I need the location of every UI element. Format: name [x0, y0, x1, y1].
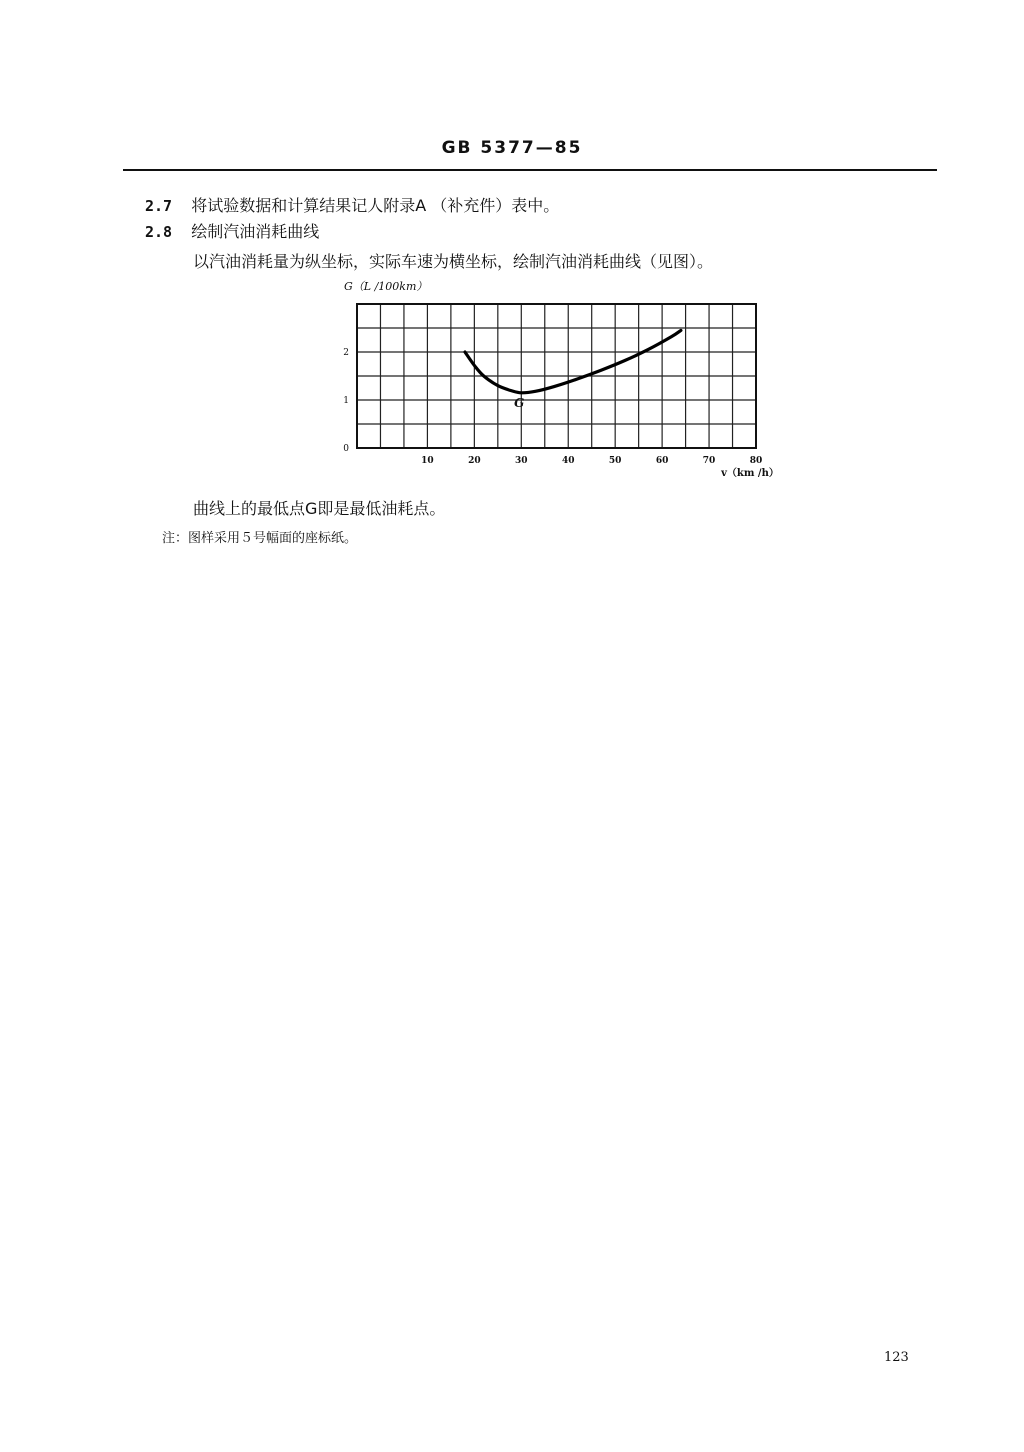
- minimum-point-label: G: [514, 395, 525, 410]
- standard-code-header: GB 5377—85: [441, 138, 583, 158]
- y-tick-label: 0: [343, 444, 349, 454]
- x-tick-label: 40: [561, 456, 575, 466]
- y-axis-label: G（L /100km）: [344, 280, 428, 293]
- x-tick-label: 60: [655, 456, 669, 466]
- x-tick-label: 10: [421, 456, 434, 466]
- conclusion-text: 曲线上的最低点G即是最低油耗点。: [193, 499, 446, 518]
- page-number: 123: [884, 1350, 909, 1365]
- section-text: 将试验数据和计算结果记人附录A （补充件）表中。: [191, 196, 560, 215]
- x-tick-label: 80: [749, 456, 763, 466]
- header-rule: [123, 169, 937, 171]
- x-axis-label: v（km /h）: [721, 468, 779, 479]
- chart-grid: [357, 304, 756, 448]
- note-text: 注：图样采用５号幅面的座标纸。: [162, 531, 358, 546]
- section-number: 2.8: [145, 223, 173, 241]
- section-2-8: [145, 219, 319, 242]
- section-text: 绘制汽油消耗曲线: [191, 222, 320, 241]
- section-2-7: [145, 193, 559, 216]
- section-number: 2.7: [145, 197, 173, 215]
- y-tick-label: 1: [343, 396, 349, 406]
- chart-labels: [343, 280, 779, 479]
- x-tick-label: 20: [468, 456, 481, 466]
- x-tick-label: 70: [702, 456, 716, 466]
- fuel-consumption-chart: [330, 272, 779, 482]
- x-tick-label: 50: [608, 456, 622, 466]
- paragraph-fuel-curve: 以汽油消耗量为纵坐标，实际车速为横坐标，绘制汽油消耗曲线（见图）。: [193, 252, 714, 271]
- y-tick-label: 2: [343, 348, 349, 358]
- x-tick-label: 30: [515, 456, 528, 466]
